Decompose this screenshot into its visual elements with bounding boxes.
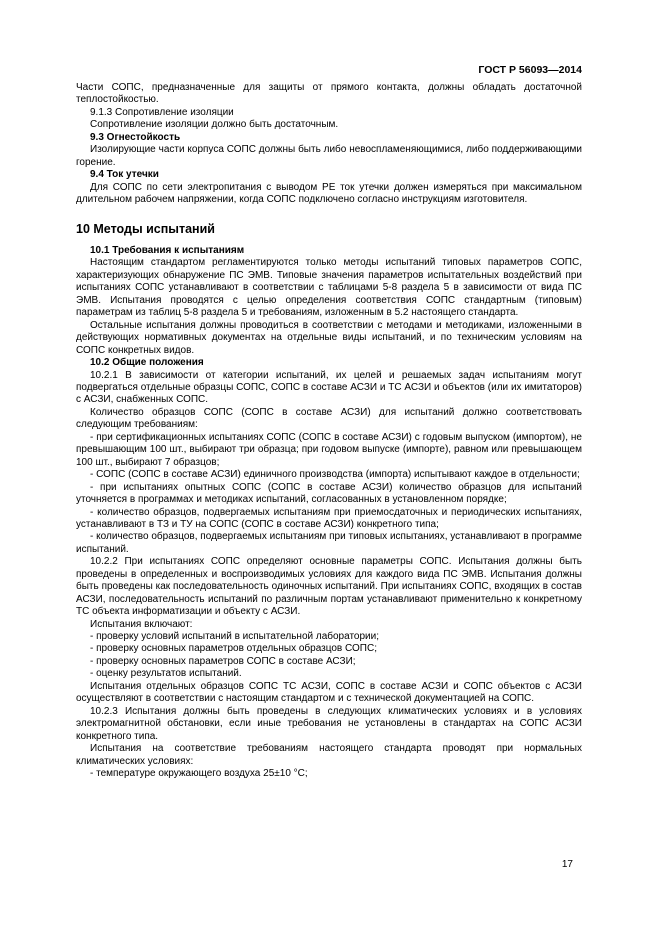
standard-designation: ГОСТ Р 56093—2014 — [478, 64, 582, 76]
paragraph: Для СОПС по сети электропитания с выводом PE ток утечки должен измеряться при максимальном длительном рабочем напряжении, когда СОПС подключено согласно инструкциям изготовителя. — [76, 181, 582, 206]
paragraph: - проверку основных параметров СОПС в составе АСЗИ; — [90, 655, 356, 667]
paragraph: - количество образцов, подвергаемых испытаниям при типовых испытаниях, устанавливают в программе испытаний. — [76, 531, 582, 555]
paragraph: 10.2.2 При испытаниях СОПС определяют основные параметры СОПС. Испытания должны быть проведены в определенных и воспроизводимых условиях для каждого вида ПС ЭМВ. Испытания должны быть проведены как последовательность одиночных испытаний. При испытаниях СОПС, входящих в состав АСЗИ, последовательность испытаний по различным портам устанавливают применительно к конкретному ТС объекта информатизации и объекту с АСЗИ. — [76, 556, 582, 618]
paragraph: Сопротивление изоляции должно быть достаточным. — [90, 119, 339, 131]
paragraph: Испытания отдельных образцов СОПС ТС АСЗИ, СОПС в составе АСЗИ и СОПС объектов с АСЗИ осуществляют в соответствии с настоящим стандартом и с технической документацией на СОПС. — [76, 680, 582, 705]
paragraph: Испытания включают: — [90, 618, 193, 630]
subsection-heading: 10.2 Общие положения — [90, 357, 204, 369]
subsection-heading: 9.3 Огнестойкость — [90, 131, 181, 143]
paragraph: - СОПС (СОПС в составе АСЗИ) единичного производства (импорта) испытывают каждое в отдельности; — [90, 469, 580, 481]
subsection-heading: 9.4 Ток утечки — [90, 169, 159, 181]
section-heading: 10 Методы испытаний — [76, 221, 215, 236]
paragraph: - температуре окружающего воздуха 25±10 °С; — [90, 768, 308, 780]
page-number: 17 — [561, 859, 573, 870]
paragraph: 9.1.3 Сопротивление изоляции — [90, 106, 234, 118]
subsection-heading: 10.1 Требования к испытаниям — [90, 244, 245, 256]
paragraph: - при испытаниях опытных СОПС (СОПС в составе АСЗИ) количество образцов для испытаний уточняется в программах и методиках испытаний, согласованных в установленном порядке; — [76, 481, 582, 506]
document-body — [76, 82, 582, 780]
paragraph: - количество образцов, подвергаемых испытаниям при приемосдаточных и периодических испытаниях, устанавливают в ТЗ и ТУ на СОПС (СОПС в составе АСЗИ) конкретного типа; — [76, 506, 582, 530]
paragraph: - проверку основных параметров отдельных образцов СОПС; — [90, 643, 377, 655]
paragraph: 10.2.1 В зависимости от категории испытаний, их целей и решаемых задач испытаниям могут подвергаться отдельные образцы СОПС, СОПС в составе АСЗИ и ТС АСЗИ и объектов (или их имитаторов) с АСЗИ, снабженных СОПС. — [76, 369, 582, 406]
paragraph: Настоящим стандартом регламентируются только методы испытаний типовых параметров СОПС, характеризующих обнаружение ПС ЭМВ. Типовые значения параметров испытательных воздействий при испытаниях СОПС устанавливают в соответствии с таблицами 5-8 раздела 5 в зависимости от вида ПС ЭМВ. Испытания проводятся с целью определения соответствия СОПС стандартным (типовым) параметрам из таблиц 5-8 раздела 5 и требованиям, изложенным в 5.2 настоящего стандарта. — [76, 257, 582, 319]
paragraph: Части СОПС, предназначенные для защиты от прямого контакта, должны обладать достаточной теплостойкостью. — [76, 82, 582, 106]
paragraph: 10.2.3 Испытания должны быть проведены в следующих климатических условиях и в условиях электромагнитной обстановки, если иные требования не установлены в стандартах на СОПС АСЗИ конкретного типа. — [76, 705, 582, 742]
paragraph: - оценку результатов испытаний. — [90, 668, 242, 680]
paragraph: Изолирующие части корпуса СОПС должны быть либо невоспламеняющимися, либо поддерживающими горение. — [76, 144, 582, 168]
paragraph: Остальные испытания должны проводиться в соответствии с методами и методиками, изложенными в действующих нормативных документах на отдельные виды испытаний, и по техническим условиям на СОПС конкретных видов. — [76, 319, 582, 356]
paragraph: - проверку условий испытаний в испытательной лаборатории; — [90, 631, 379, 643]
paragraph: Количество образцов СОПС (СОПС в составе АСЗИ) для испытаний должно соответствовать следующим требованиям: — [76, 406, 582, 431]
paragraph: - при сертификационных испытаниях СОПС (СОПС в составе АСЗИ) с годовым выпуском (импортом), не превышающим 100 шт., выбирают три образца; при годовом выпуске (импорте), равном или превышающем 100 шт., выбирают 7 образцов; — [76, 431, 582, 468]
paragraph: Испытания на соответствие требованиям настоящего стандарта проводят при нормальных климатических условиях: — [76, 743, 582, 767]
